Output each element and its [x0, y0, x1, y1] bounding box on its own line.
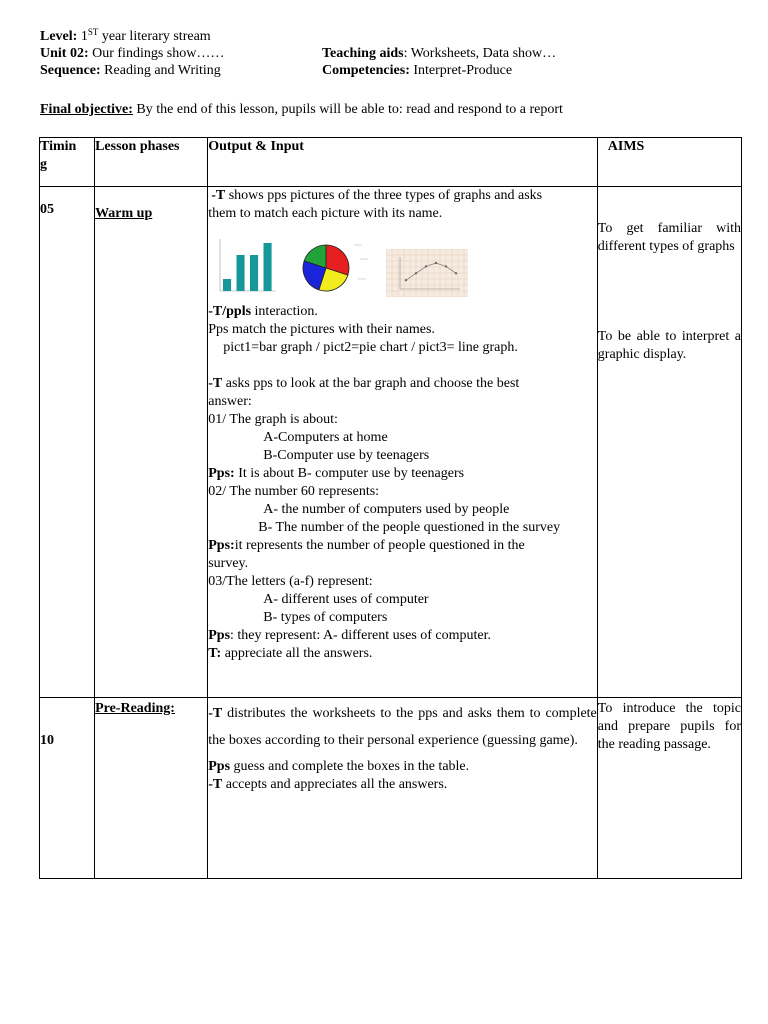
- text-bold: -T: [208, 777, 223, 792]
- header-lesson-phases: Lesson phases: [95, 139, 180, 154]
- aims-pre-reading: [597, 698, 741, 879]
- line-point: [435, 262, 437, 264]
- text-bold: Pps:: [208, 466, 235, 481]
- text: interaction.: [251, 304, 318, 319]
- phase-pre-reading: Pre-Reading:: [95, 701, 175, 716]
- line-point: [425, 265, 427, 267]
- bar-mark: [250, 255, 258, 291]
- pie-chart-picture: [302, 235, 374, 297]
- line-point: [445, 265, 447, 267]
- line-point: [415, 272, 417, 274]
- text: shows pps pictures of the three types of graphs and asks: [225, 188, 543, 203]
- text: survey.: [208, 556, 249, 571]
- text-bold: -T: [211, 188, 226, 203]
- option-b: B-Computer use by teenagers: [263, 448, 430, 463]
- unit-label: Unit 02:: [40, 46, 89, 61]
- text: guess and complete the boxes in the table.: [230, 759, 470, 774]
- level-ordinal: ST: [87, 27, 99, 37]
- option-a: A- different uses of computer: [263, 592, 429, 607]
- text: Pps match the pictures with their names.: [208, 322, 435, 337]
- sequence-text: Reading and Writing: [104, 63, 221, 78]
- level-number: 1: [80, 29, 88, 44]
- aim-interpret-display: To be able to interpret a graphic display.: [597, 329, 741, 362]
- graph-pictures: [212, 231, 597, 297]
- bar-graph-picture: [212, 235, 278, 297]
- output-input-warm-up: [208, 187, 598, 698]
- question-2: 02/ The number 60 represents:: [208, 484, 380, 499]
- text-bold: -T: [208, 376, 223, 391]
- option-a: A- the number of computers used by people: [263, 502, 510, 517]
- output-input-pre-reading: [208, 698, 598, 879]
- table-row-pre-reading: [40, 698, 742, 879]
- option-a: A-Computers at home: [263, 430, 388, 445]
- text: them to match each picture with its name.: [208, 206, 443, 221]
- sequence-label: Sequence:: [40, 63, 101, 78]
- text: asks pps to look at the bar graph and choose the best: [222, 376, 520, 391]
- line-graph-picture: [386, 249, 468, 297]
- unit-text: Our findings show……: [92, 46, 225, 61]
- aim-introduce-topic: To introduce the topic and prepare pupils for the reading passage.: [597, 701, 741, 752]
- timing-warm-up: 05: [40, 202, 54, 217]
- level-label: Level:: [40, 29, 78, 44]
- competencies-label: Competencies:: [322, 63, 410, 78]
- objective-text: By the end of this lesson, pupils will be able to: read and respond to a report: [136, 102, 563, 117]
- text-bold: Pps: [208, 628, 231, 643]
- text: appreciate all the answers.: [221, 646, 373, 661]
- aim-graphs-familiar: To get familiar with different types of graphs: [597, 221, 741, 254]
- timing-pre-reading: 10: [40, 733, 54, 748]
- level-text: year literary stream: [101, 29, 211, 44]
- text-bold: T:: [208, 646, 222, 661]
- competencies-line: [322, 62, 740, 79]
- sequence-line: [40, 62, 322, 79]
- question-1: 01/ The graph is about:: [208, 412, 338, 427]
- header-timing: Timin g: [40, 139, 77, 172]
- text-bold: -T/ppls: [208, 304, 252, 319]
- competencies-text: Interpret-Produce: [413, 63, 513, 78]
- option-b: B- types of computers: [263, 610, 388, 625]
- bar-mark: [223, 279, 231, 291]
- teaching-aids-text: : Worksheets, Data show…: [403, 46, 557, 61]
- lesson-plan-table: [39, 137, 742, 879]
- line-point: [455, 272, 457, 274]
- text-bold: Pps:: [208, 538, 235, 553]
- teaching-aids-line: [322, 45, 740, 62]
- text: pict1=bar graph / pict2=pie chart / pict3= line graph.: [223, 340, 518, 355]
- lesson-header: [40, 28, 740, 79]
- question-3: 03/The letters (a-f) represent:: [208, 574, 373, 589]
- teaching-aids-label: Teaching aids: [322, 46, 404, 61]
- line-point: [405, 279, 407, 281]
- final-objective: [40, 101, 740, 119]
- text: distributes the worksheets to the pps and asks them to complete the boxes according to their personal experience (guessing game).: [208, 706, 597, 748]
- option-b: B- The number of the people questioned in the survey: [258, 520, 561, 535]
- unit-line: [40, 45, 322, 62]
- text: answer:: [208, 394, 252, 409]
- table-row-warm-up: [40, 187, 742, 698]
- text: accepts and appreciates all the answers.: [222, 777, 448, 792]
- answer-3: : they represent: A- different uses of computer.: [230, 628, 492, 643]
- bar-mark: [237, 255, 245, 291]
- level-line: [40, 28, 322, 45]
- table-header-row: [40, 138, 742, 187]
- answer-1: It is about B- computer use by teenagers: [234, 466, 465, 481]
- text-bold: Pps: [208, 759, 231, 774]
- phase-warm-up: Warm up: [95, 206, 153, 221]
- header-aims: AIMS: [607, 139, 645, 154]
- aims-warm-up: [597, 187, 741, 698]
- header-output-input: Output & Input: [208, 139, 304, 154]
- objective-label: Final objective:: [40, 102, 133, 117]
- bar-mark: [264, 243, 272, 291]
- answer-2: it represents the number of people questioned in the: [234, 538, 525, 553]
- text-bold: -T: [208, 706, 223, 721]
